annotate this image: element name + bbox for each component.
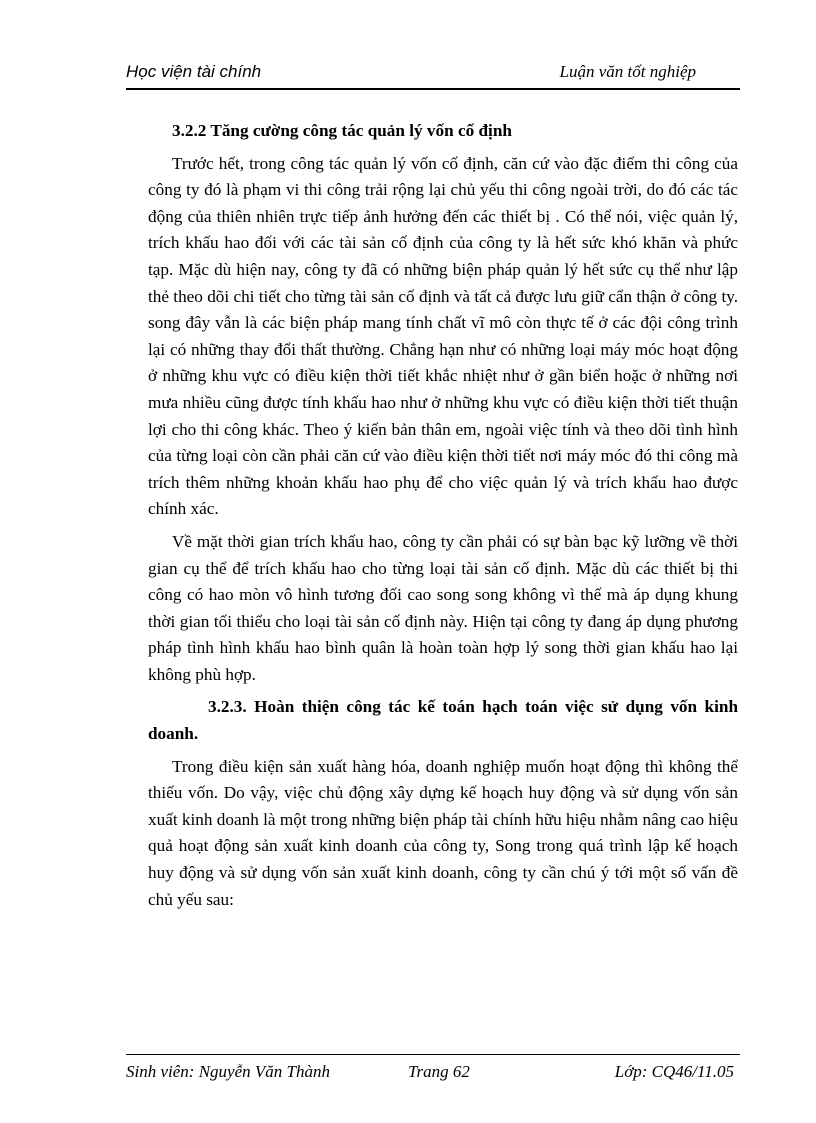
footer-page-number: Trang 62	[408, 1062, 470, 1081]
paragraph: Về mặt thời gian trích khấu hao, công ty cần phải có sự bàn bạc kỹ lưỡng về thời gian cụ thể để trích khấu hao cho từng loại tài sản cố định. Mặc dù các thiết bị thi công có hao mòn vô hình tương đối cao song song không vì thế mà áp dụng khung thời gian tối thiểu cho loại tài sản cố định này. Hiện tại công ty đang áp dụng phương pháp tình hình khấu hao bình quân là hoàn toàn hợp lý song thời gian khấu hao lại không phù hợp.	[148, 531, 738, 684]
header-doc-type: Luận văn tốt nghiệp	[559, 62, 696, 81]
paragraph: Trong điều kiện sản xuất hàng hóa, doanh nghiệp muốn hoạt động thì không thể thiếu vốn. Do vậy, việc chủ động xây dựng kế hoạch huy động và sử dụng vốn sản xuất kinh doanh là một trong những biện pháp tài chính hữu hiệu nhằm nâng cao hiệu quả hoạt động sản xuất kinh doanh của công ty, Song trong quá trình lập kế hoạch huy động và sử dụng vốn sản xuất kinh doanh, công ty cần chú ý tới một số vấn đề chủ yếu sau:	[148, 756, 738, 909]
paragraph: Trước hết, trong công tác quản lý vốn cố định, căn cứ vào đặc điểm thi công của công ty đó là phạm vi thi công trải rộng lại chủ yếu thi công ngoài trời, do đó các tác động của thiên nhiên trực tiếp ảnh hưởng đến các thiết bị . Có thể nói, việc quản lý, trích khấu hao đối với các tài sản cố định của công ty là hết sức khó khăn và phức tạp. Mặc dù hiện nay, công ty đã có những biện pháp quản lý hết sức cụ thể như lập thẻ theo dõi chi tiết cho từng tài sản cố định và tất cả được lưu giữ cẩn thận ở công ty. song đây vẫn là các biện pháp mang tính chất vĩ mô còn thực tế ở các đội công trình lại có những thay đổi thất thường. Chẳng hạn như có những loại máy móc hoạt động ở những khu vực có điều kiện thời tiết khắc nhiệt như ở gần biển hoặc ở những nơi mưa nhiều cũng được tính khấu hao như ở những khu vực có điều kiện thời tiết thuận lợi cho thi công khác. Theo ý kiến bản thân em, ngoài việc tính và theo dõi tình hình của từng loại còn cần phải căn cứ vào điều kiện thời tiết nơi máy móc đó thi công mà trích thêm những khoản khấu hao phụ để cho việc quản lý và trích khấu hao được chính xác.	[148, 153, 738, 519]
page-body	[148, 118, 738, 919]
header-institution: Học viện tài chính	[126, 62, 262, 81]
page-header	[126, 58, 740, 90]
page-footer	[126, 1054, 740, 1095]
footer-class: Lớp: CQ46/11.05	[614, 1062, 734, 1081]
footer-student: Sinh viên: Nguyễn Văn Thành	[126, 1062, 330, 1081]
section-heading-3-2-2: 3.2.2 Tăng cường công tác quản lý vốn cố định	[172, 121, 512, 140]
section-heading-3-2-3: 3.2.3. Hoàn thiện công tác kế toán hạch toán việc sử dụng vốn kinh doanh.	[148, 697, 738, 744]
